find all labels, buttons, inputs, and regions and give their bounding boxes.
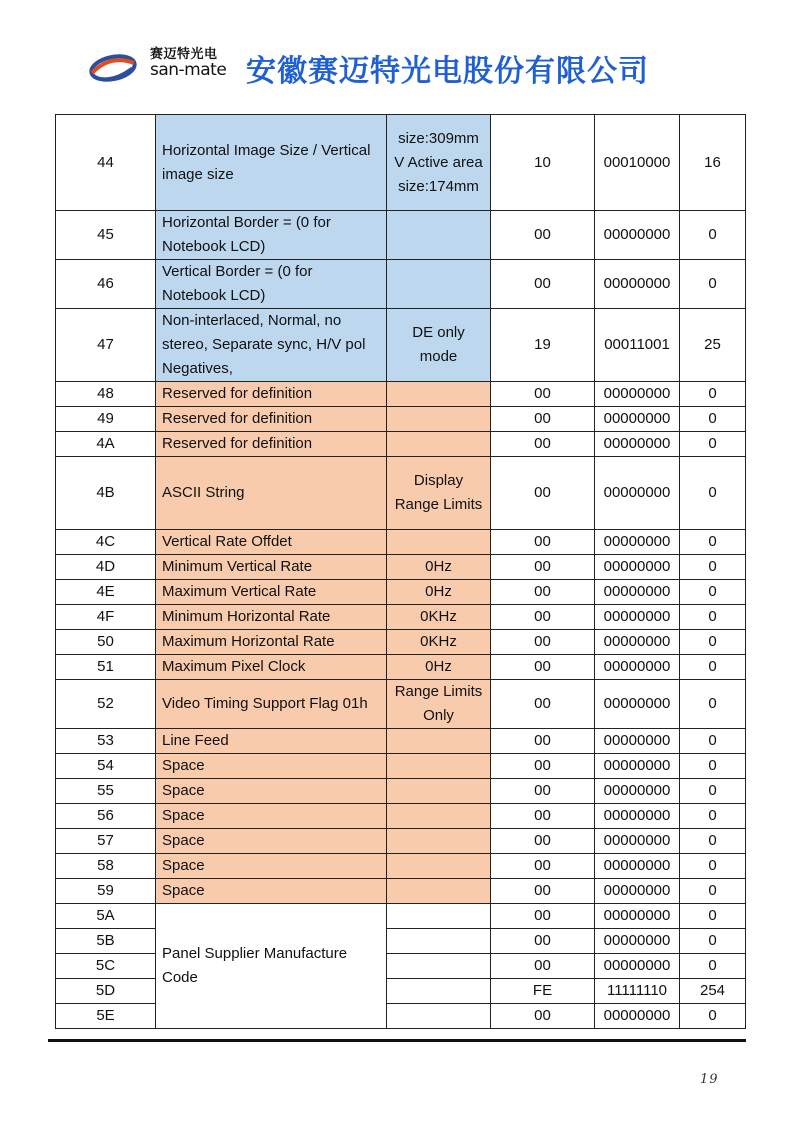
cell-description: Reserved for definition — [156, 432, 387, 457]
cell-hex: 00 — [491, 382, 595, 407]
cell-decimal: 0 — [680, 879, 746, 904]
cell-decimal: 0 — [680, 382, 746, 407]
company-name: 安徽赛迈特光电股份有限公司 — [246, 54, 649, 89]
cell-hex: 00 — [491, 804, 595, 829]
cell-description: ASCII String — [156, 457, 387, 530]
cell-description: Panel Supplier Manufacture Code — [156, 904, 387, 1029]
table-row — [56, 879, 746, 904]
cell-value — [387, 1004, 491, 1029]
table-row — [56, 432, 746, 457]
cell-binary: 00000000 — [595, 754, 680, 779]
table-row — [56, 630, 746, 655]
cell-hex: 00 — [491, 630, 595, 655]
cell-value — [387, 854, 491, 879]
cell-hex: 00 — [491, 904, 595, 929]
table-row — [56, 729, 746, 754]
cell-binary: 00000000 — [595, 555, 680, 580]
table-row — [56, 382, 746, 407]
cell-address: 58 — [56, 854, 156, 879]
cell-value: 0Hz — [387, 555, 491, 580]
cell-decimal: 0 — [680, 954, 746, 979]
cell-description: Space — [156, 754, 387, 779]
cell-address: 49 — [56, 407, 156, 432]
cell-value: Range Limits Only — [387, 680, 491, 729]
edid-table — [55, 114, 746, 1029]
cell-hex: 00 — [491, 530, 595, 555]
cell-decimal: 0 — [680, 779, 746, 804]
cell-value — [387, 432, 491, 457]
cell-value: size:309mm V Active area size:174mm — [387, 115, 491, 211]
cell-description: Space — [156, 854, 387, 879]
cell-binary: 00011001 — [595, 309, 680, 382]
cell-address: 5A — [56, 904, 156, 929]
cell-decimal: 0 — [680, 457, 746, 530]
cell-binary: 00000000 — [595, 1004, 680, 1029]
sanmate-logo-icon — [88, 46, 138, 88]
cell-value — [387, 954, 491, 979]
cell-decimal: 0 — [680, 929, 746, 954]
cell-decimal: 16 — [680, 115, 746, 211]
cell-hex: FE — [491, 979, 595, 1004]
cell-binary: 00000000 — [595, 382, 680, 407]
cell-binary: 00000000 — [595, 530, 680, 555]
cell-binary: 00000000 — [595, 580, 680, 605]
table-row — [56, 779, 746, 804]
cell-binary: 00000000 — [595, 680, 680, 729]
cell-hex: 19 — [491, 309, 595, 382]
cell-hex: 00 — [491, 829, 595, 854]
cell-hex: 00 — [491, 680, 595, 729]
cell-description: Space — [156, 779, 387, 804]
cell-binary: 00000000 — [595, 779, 680, 804]
cell-binary: 00000000 — [595, 879, 680, 904]
cell-decimal: 0 — [680, 580, 746, 605]
cell-description: Non-interlaced, Normal, no stereo, Separate sync, H/V pol Negatives, — [156, 309, 387, 382]
cell-hex: 00 — [491, 457, 595, 530]
cell-hex: 00 — [491, 260, 595, 309]
cell-description: Space — [156, 804, 387, 829]
edid-table-body — [56, 115, 746, 1029]
cell-value: DE only mode — [387, 309, 491, 382]
cell-description: Video Timing Support Flag 01h — [156, 680, 387, 729]
cell-hex: 10 — [491, 115, 595, 211]
cell-hex: 00 — [491, 779, 595, 804]
table-row — [56, 754, 746, 779]
cell-description: Maximum Pixel Clock — [156, 655, 387, 680]
table-row — [56, 211, 746, 260]
cell-description: Line Feed — [156, 729, 387, 754]
cell-decimal: 0 — [680, 804, 746, 829]
cell-hex: 00 — [491, 580, 595, 605]
cell-address: 48 — [56, 382, 156, 407]
cell-decimal: 0 — [680, 432, 746, 457]
cell-decimal: 25 — [680, 309, 746, 382]
cell-address: 50 — [56, 630, 156, 655]
cell-binary: 00000000 — [595, 407, 680, 432]
table-row — [56, 655, 746, 680]
table-row — [56, 804, 746, 829]
cell-decimal: 0 — [680, 854, 746, 879]
table-row — [56, 115, 746, 211]
page-header — [88, 44, 728, 92]
cell-hex: 00 — [491, 605, 595, 630]
cell-decimal: 0 — [680, 211, 746, 260]
cell-address: 47 — [56, 309, 156, 382]
cell-address: 53 — [56, 729, 156, 754]
cell-value — [387, 979, 491, 1004]
cell-address: 4E — [56, 580, 156, 605]
cell-binary: 00000000 — [595, 804, 680, 829]
cell-description: Vertical Rate Offdet — [156, 530, 387, 555]
cell-address: 55 — [56, 779, 156, 804]
cell-address: 52 — [56, 680, 156, 729]
table-row — [56, 580, 746, 605]
cell-address: 51 — [56, 655, 156, 680]
cell-value: Display Range Limits — [387, 457, 491, 530]
cell-binary: 00010000 — [595, 115, 680, 211]
cell-address: 45 — [56, 211, 156, 260]
cell-decimal: 0 — [680, 260, 746, 309]
cell-description: Horizontal Border = (0 for Notebook LCD) — [156, 211, 387, 260]
cell-binary: 00000000 — [595, 829, 680, 854]
cell-binary: 00000000 — [595, 211, 680, 260]
table-row — [56, 260, 746, 309]
table-row — [56, 457, 746, 530]
brand-text — [150, 47, 226, 79]
cell-binary: 00000000 — [595, 904, 680, 929]
cell-hex: 00 — [491, 555, 595, 580]
cell-decimal: 0 — [680, 530, 746, 555]
cell-decimal: 0 — [680, 904, 746, 929]
table-row — [56, 530, 746, 555]
cell-hex: 00 — [491, 211, 595, 260]
cell-address: 5C — [56, 954, 156, 979]
cell-description: Vertical Border = (0 for Notebook LCD) — [156, 260, 387, 309]
page-number: 19 — [700, 1072, 719, 1087]
cell-value — [387, 804, 491, 829]
cell-value — [387, 407, 491, 432]
cell-address: 54 — [56, 754, 156, 779]
cell-binary: 00000000 — [595, 457, 680, 530]
cell-binary: 00000000 — [595, 260, 680, 309]
cell-decimal: 0 — [680, 680, 746, 729]
cell-hex: 00 — [491, 929, 595, 954]
cell-value: 0Hz — [387, 655, 491, 680]
cell-binary: 00000000 — [595, 432, 680, 457]
table-row — [56, 829, 746, 854]
cell-address: 46 — [56, 260, 156, 309]
cell-decimal: 0 — [680, 1004, 746, 1029]
cell-decimal: 0 — [680, 605, 746, 630]
cell-hex: 00 — [491, 432, 595, 457]
cell-address: 4C — [56, 530, 156, 555]
cell-hex: 00 — [491, 754, 595, 779]
cell-binary: 00000000 — [595, 954, 680, 979]
cell-decimal: 0 — [680, 754, 746, 779]
table-row — [56, 904, 746, 929]
cell-value: 0KHz — [387, 605, 491, 630]
cell-description: Space — [156, 879, 387, 904]
cell-address: 4D — [56, 555, 156, 580]
cell-value — [387, 382, 491, 407]
cell-binary: 00000000 — [595, 655, 680, 680]
cell-description: Reserved for definition — [156, 382, 387, 407]
cell-binary: 00000000 — [595, 605, 680, 630]
cell-description: Space — [156, 829, 387, 854]
table-row — [56, 407, 746, 432]
brand-cn: 赛迈特光电 — [150, 47, 218, 62]
cell-decimal: 0 — [680, 829, 746, 854]
cell-decimal: 0 — [680, 555, 746, 580]
cell-hex: 00 — [491, 879, 595, 904]
cell-description: Reserved for definition — [156, 407, 387, 432]
cell-address: 5E — [56, 1004, 156, 1029]
cell-decimal: 0 — [680, 729, 746, 754]
brand-en: san-mate — [150, 60, 227, 80]
cell-value: 0Hz — [387, 580, 491, 605]
cell-hex: 00 — [491, 407, 595, 432]
cell-decimal: 0 — [680, 655, 746, 680]
cell-description: Minimum Horizontal Rate — [156, 605, 387, 630]
cell-description: Minimum Vertical Rate — [156, 555, 387, 580]
cell-address: 4A — [56, 432, 156, 457]
cell-decimal: 254 — [680, 979, 746, 1004]
cell-value: 0KHz — [387, 630, 491, 655]
cell-address: 57 — [56, 829, 156, 854]
cell-value — [387, 211, 491, 260]
cell-value — [387, 929, 491, 954]
cell-decimal: 0 — [680, 630, 746, 655]
cell-address: 56 — [56, 804, 156, 829]
footer-divider — [48, 1039, 746, 1042]
cell-hex: 00 — [491, 1004, 595, 1029]
cell-address: 44 — [56, 115, 156, 211]
cell-binary: 00000000 — [595, 729, 680, 754]
cell-binary: 00000000 — [595, 630, 680, 655]
cell-value — [387, 754, 491, 779]
cell-address: 4B — [56, 457, 156, 530]
cell-decimal: 0 — [680, 407, 746, 432]
cell-binary: 11111110 — [595, 979, 680, 1004]
cell-description: Maximum Horizontal Rate — [156, 630, 387, 655]
cell-description: Horizontal Image Size / Vertical image size — [156, 115, 387, 211]
cell-description: Maximum Vertical Rate — [156, 580, 387, 605]
table-row — [56, 854, 746, 879]
cell-address: 5B — [56, 929, 156, 954]
cell-address: 4F — [56, 605, 156, 630]
cell-value — [387, 729, 491, 754]
cell-value — [387, 829, 491, 854]
table-row — [56, 605, 746, 630]
cell-address: 59 — [56, 879, 156, 904]
cell-value — [387, 260, 491, 309]
cell-hex: 00 — [491, 655, 595, 680]
cell-value — [387, 879, 491, 904]
cell-hex: 00 — [491, 954, 595, 979]
table-row — [56, 680, 746, 729]
table-row — [56, 309, 746, 382]
cell-value — [387, 530, 491, 555]
cell-binary: 00000000 — [595, 854, 680, 879]
cell-hex: 00 — [491, 729, 595, 754]
cell-hex: 00 — [491, 854, 595, 879]
cell-address: 5D — [56, 979, 156, 1004]
cell-binary: 00000000 — [595, 929, 680, 954]
table-row — [56, 555, 746, 580]
cell-value — [387, 904, 491, 929]
cell-value — [387, 779, 491, 804]
